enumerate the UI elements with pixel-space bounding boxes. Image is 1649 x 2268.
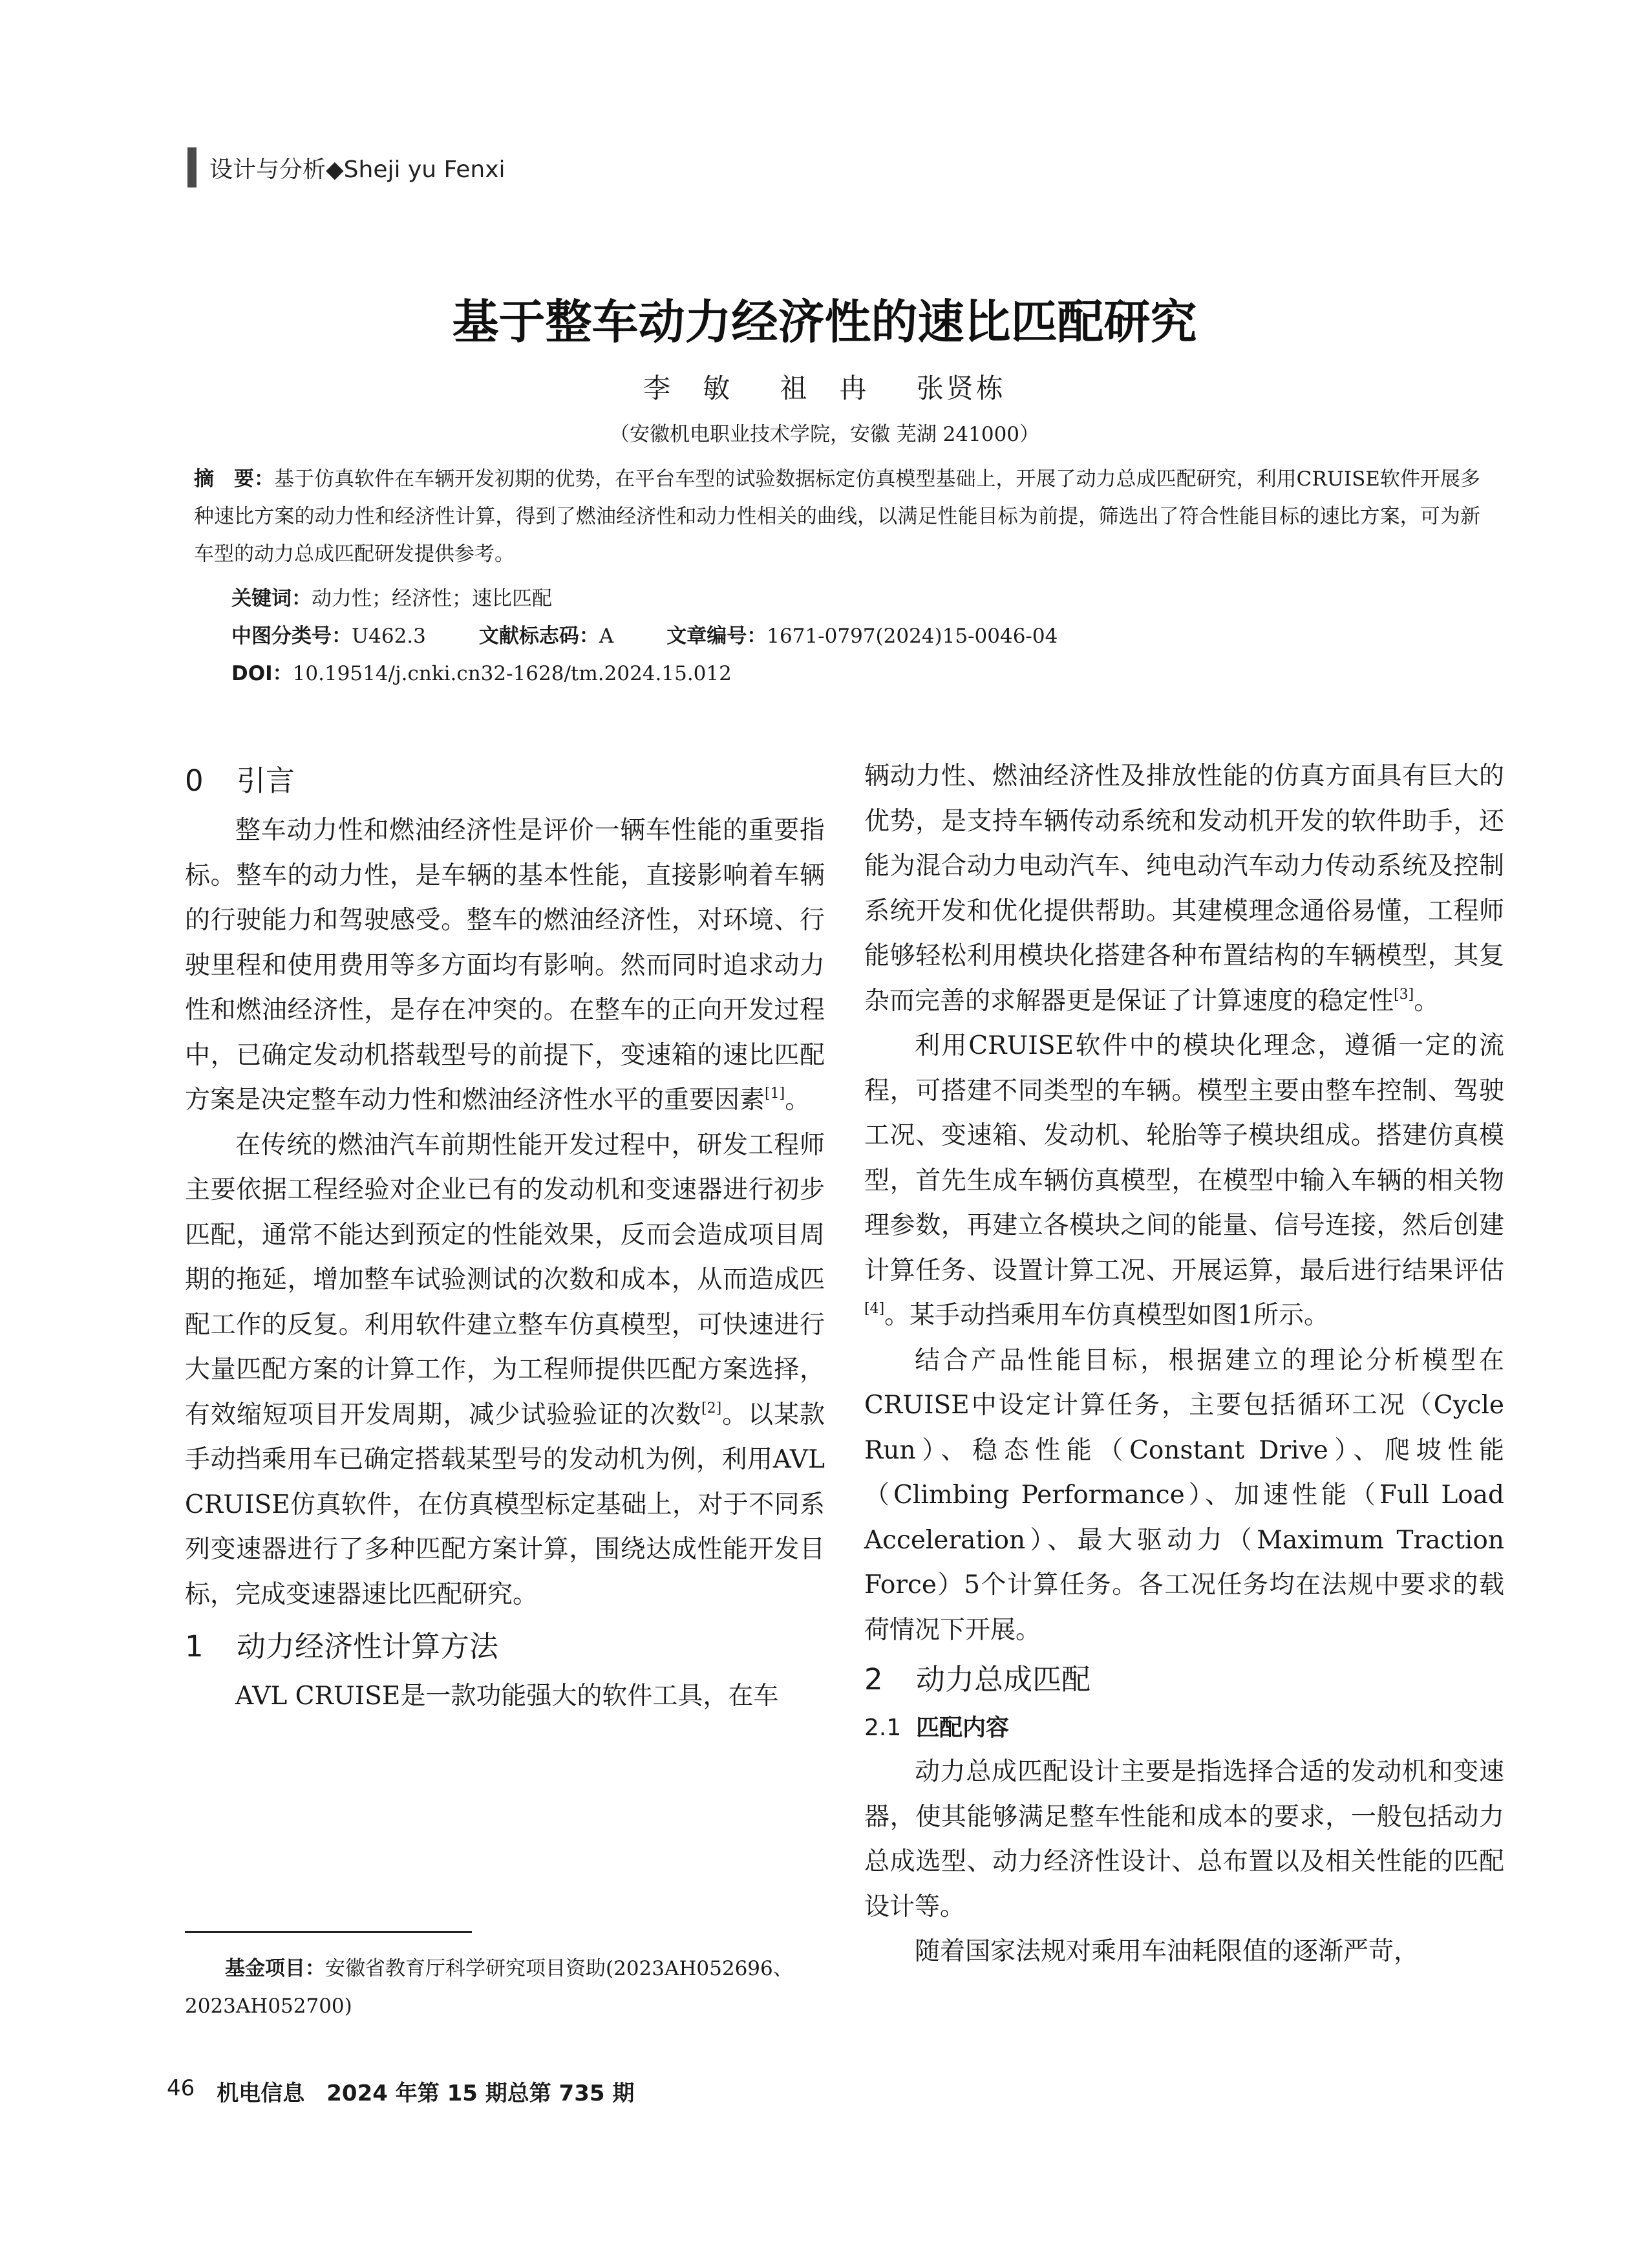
paragraph: 随着国家法规对乘用车油耗限值的逐渐严苛， [915, 1937, 1420, 1966]
section-heading [185, 1620, 825, 1674]
paper-title: 基于整车动力经济性的速比匹配研究 [452, 295, 1197, 349]
paragraph: 动力总成匹配设计主要是指选择合适的发动机和变速器，使其能够满足整车性能和成本的要求，一般包括动力总成选型、动力经济性设计、总布置以及相关性能的匹配设计等。 [864, 1757, 1504, 1921]
page-footer [167, 2075, 634, 2107]
article-no-label: 文章编号： [666, 625, 767, 648]
section-heading [864, 1653, 1504, 1707]
page-number: 46 [167, 2075, 195, 2101]
author-list [0, 367, 1649, 406]
body-column-left [185, 754, 825, 1719]
running-header [187, 147, 505, 187]
section-number: 0 [185, 764, 204, 798]
paragraph: 在传统的燃油汽车前期性能开发过程中，研发工程师主要依据工程经验对企业已有的发动机和变速器进行初步匹配，通常不能达到预定的性能效果，反而会造成项目周期的拖延，增加整车试验测试的次数和成本，从而造成匹配工作的反复。利用软件建立整车仿真模型，可快速进行大量匹配方案的计算工作，为工程师提供匹配方案选择，有效缩短项目开发周期，减少试验验证的次数[2]。以某款手动挡乘用车已确定搭载某型号的发动机为例，利用AVL CRUISE仿真软件，在仿真模型标定基础上，对于不同系列变速器进行了多种匹配方案计算，围绕达成性能开发目标，完成变速器速比匹配研究。 [185, 1130, 825, 1609]
doc-code-value: A [599, 625, 614, 648]
body-column-right [864, 754, 1504, 1974]
section-title: 动力经济性计算方法 [237, 1629, 499, 1664]
section-number: 2 [864, 1662, 883, 1696]
author: 李 敏 [643, 372, 733, 404]
citation: [2] [701, 1400, 722, 1417]
keywords-label: 关键词： [231, 587, 312, 610]
author: 祖 冉 [780, 372, 869, 404]
paragraph: 整车动力性和燃油经济性是评价一辆车性能的重要指标。整车的动力性，是车辆的基本性能，直接影响着车辆的行驶能力和驾驶感受。整车的燃油经济性，对环境、行驶里程和使用费用等多方面均有影响。然而同时追求动力性和燃油经济性，是存在冲突的。在整车的正向开发过程中，已确定发动机搭载型号的前提下，变速箱的速比匹配方案是决定整车动力性和燃油经济性水平的重要因素[1]。 [185, 816, 825, 1115]
author: 张贤栋 [916, 372, 1006, 404]
journal-name: 机电信息 [217, 2081, 305, 2106]
footnote-label: 基金项目： [225, 1957, 325, 1980]
footnote-text: 安徽省教育厅科学研究项目资助(2023AH052696、2023AH052700) [185, 1957, 793, 2018]
article-no-value: 1671-0797(2024)15-0046-04 [767, 625, 1058, 648]
clc-label: 中图分类号： [231, 625, 352, 648]
subsection-heading [864, 1707, 1504, 1749]
section-number: 1 [185, 1629, 204, 1664]
citation: [3] [1394, 986, 1414, 1003]
keywords-text: 动力性；经济性；速比匹配 [312, 587, 552, 610]
section-title: 引言 [237, 764, 295, 798]
section-title: 动力总成匹配 [916, 1662, 1091, 1696]
clc-value: U462.3 [352, 625, 426, 648]
footnote-rule [185, 1931, 472, 1933]
citation: [1] [765, 1086, 785, 1102]
affiliation: （安徽机电职业技术学院，安徽 芜湖 241000） [609, 423, 1040, 446]
citation: [4] [864, 1301, 885, 1317]
keywords [231, 582, 552, 611]
subsection-title: 匹配内容 [916, 1715, 1010, 1741]
footnote [185, 1950, 825, 2025]
paragraph: AVL CRUISE是一款功能强大的软件工具，在车 [235, 1682, 779, 1711]
doi-value: 10.19514/j.cnki.cn32-1628/tm.2024.15.012 [292, 662, 732, 685]
paragraph: 辆动力性、燃油经济性及排放性能的仿真方面具有巨大的优势，是支持车辆传动系统和发动机开发的软件助手，还能为混合动力电动汽车、纯电动汽车动力传动系统及控制系统开发和优化提供帮助。其建模理念通俗易懂，工程师能够轻松利用模块化搭建各种布置结构的车辆模型，其复杂而完善的求解器更是保证了计算速度的稳定性[3]。 [864, 762, 1504, 1016]
header-section-label: 设计与分析◆Sheji yu Fenxi [209, 156, 505, 183]
section-heading [185, 754, 825, 808]
doc-code-label: 文献标志码： [478, 625, 599, 648]
issue-info: 2024 年第 15 期总第 735 期 [326, 2081, 635, 2106]
abstract-label: 摘 要： [194, 467, 275, 491]
paragraph: 利用CRUISE软件中的模块化理念，遵循一定的流程，可搭建不同类型的车辆。模型主要由整车控制、驾驶工况、变速箱、发动机、轮胎等子模块组成。搭建仿真模型，首先生成车辆仿真模型，在模型中输入车辆的相关物理参数，再建立各模块之间的能量、信号连接，然后创建计算任务、设置计算工况、开展运算，最后进行结果评估[4]。某手动挡乘用车仿真模型如图1所示。 [864, 1031, 1504, 1330]
doi [231, 657, 732, 686]
classification-row [231, 619, 1058, 648]
subsection-number: 2.1 [864, 1715, 902, 1741]
paragraph: 结合产品性能目标，根据建立的理论分析模型在CRUISE中设定计算任务，主要包括循环工况（Cycle Run）、稳态性能（Constant Drive）、爬坡性能（Climbing Performance）、加速性能（Full Load Acceleration）、最大驱动力（Maximum Traction Force）5个计算任务。各工况任务均在法规中要求的载荷情况下开展。 [864, 1345, 1504, 1645]
abstract [194, 460, 1480, 573]
header-bar [187, 147, 197, 187]
abstract-text: 基于仿真软件在车辆开发初期的优势，在平台车型的试验数据标定仿真模型基础上，开展了动力总成匹配研究，利用CRUISE软件开展多种速比方案的动力性和经济性计算，得到了燃油经济性和动力性相关的曲线，以满足性能目标为前提，筛选出了符合性能目标的速比方案，可为新车型的动力总成匹配研发提供参考。 [194, 467, 1480, 566]
doi-label: DOI： [231, 662, 293, 685]
